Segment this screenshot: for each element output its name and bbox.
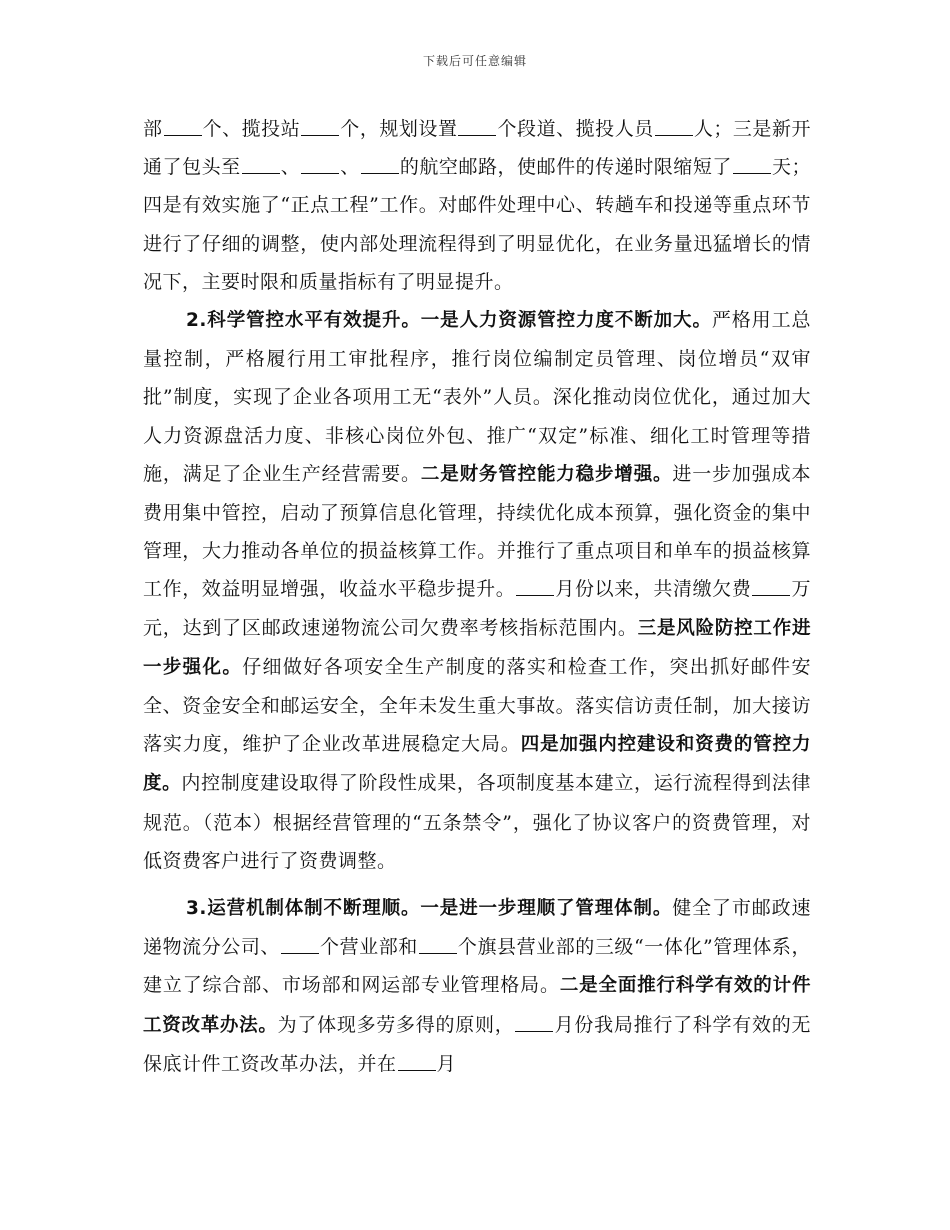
text-run: 个段道、揽投人员 — [497, 118, 654, 140]
text-run: 的航空邮路，使邮件的传递时限缩短了 — [399, 156, 732, 179]
text-run: 严格用工总量控制，严格履行用工审批程序，推行岗位编制定员管理、岗位增员“双审批”制度，实现了企业各项用工无“表外”人员。深化推动岗位优化，通过加大人力资源盘活力度、非核心岗位外包、推广“双定”标准、细化工时管理等措施，满足了企业生产经营需要。 — [143, 309, 811, 485]
text-run: 、 — [340, 156, 360, 179]
blank-underline — [515, 1011, 553, 1032]
page-header: 下载后可任意编辑 — [422, 54, 527, 68]
text-run: 个营业部和 — [319, 936, 418, 959]
blank-underline — [655, 115, 693, 136]
text-run: 月份以来，共清缴欠费 — [555, 578, 752, 601]
blank-underline — [733, 153, 771, 174]
blank-underline — [164, 115, 202, 136]
paragraph-spacer — [143, 880, 811, 889]
text-run: 月份我局推行了科学有效的无保底计件工资改革办法，并在 — [143, 1013, 811, 1075]
document-body — [143, 110, 811, 1083]
text-run: 万元，达到了区邮政速递物流公司欠费率考核指标范围内。 — [143, 578, 811, 639]
section-heading: 2.科学管控水平有效提升。一是人力资源管控力度不断加大。 — [186, 310, 712, 332]
text-run: 、 — [280, 156, 301, 179]
blank-underline — [458, 115, 496, 136]
section-heading: 3.运营机制体制不断理顺。一是进一步理顺了管理体制。 — [186, 898, 673, 920]
blank-underline — [516, 575, 554, 596]
bold-run: 三是风险防控工作进一步强化。 — [143, 617, 811, 678]
blank-underline — [752, 575, 790, 596]
bold-run: 二是全面推行科学有效的计件工资改革办法。 — [143, 975, 811, 1036]
bold-run: 四是加强内控建设和资费的管控力度。 — [143, 734, 811, 795]
text-run: 部 — [143, 118, 163, 140]
text-run: 内控制度建设取得了阶段性成果，各项制度基本建立，运行流程得到法律规范。（范本）根据经营管理的“五条禁令”，强化了协议客户的资费管理，对低资费客户进行了资费调整。 — [143, 772, 811, 872]
text-run: 天；四是有效实施了“正点工程”工作。对邮件处理中心、转趟车和投递等重点环节进行了仔细的调整，使内部处理流程得到了明显优化，在业务量迅猛增长的情况下，主要时限和质量指标有了明显提升。 — [143, 156, 811, 293]
bold-run: 二是财务管控能力稳步增强。 — [420, 463, 673, 485]
text-run: 为了体现多劳多得的原则， — [277, 1013, 515, 1036]
blank-underline — [419, 933, 457, 954]
text-run: 月 — [436, 1052, 457, 1075]
text-run: 个旗县营业部的三级“一体化”管理体系，建立了综合部、市场部和网运部专业管理格局。 — [143, 936, 811, 997]
text-run: 人；三是新开通了包头至 — [143, 118, 811, 179]
blank-underline — [301, 115, 339, 136]
text-run: 个，规划设置 — [340, 118, 458, 140]
paragraph-2 — [143, 301, 811, 880]
blank-underline — [361, 153, 399, 174]
paragraph-1 — [143, 110, 811, 301]
text-run: 进一步加强成本费用集中管控，启动了预算信息化管理，持续优化成本预算，强化资金的集中管理，大力推动各单位的损益核算工作。并推行了重点项目和单车的损益核算工作，效益明显增强，收益水平稳步提升。 — [143, 462, 811, 601]
paragraph-3 — [143, 889, 811, 1083]
blank-underline — [301, 153, 339, 174]
text-run: 仔细做好各项安全生产制度的落实和检查工作，突出抓好邮件安全、资金安全和邮运安全，全年未发生重大事故。落实信访责任制，加大接访落实力度，维护了企业改革进展稳定大局。 — [143, 655, 811, 756]
blank-underline — [281, 933, 319, 954]
blank-underline — [242, 153, 280, 174]
blank-underline — [398, 1050, 436, 1071]
text-run: 健全了市邮政速递物流分公司、 — [143, 897, 811, 959]
text-run: 个、揽投站 — [202, 118, 301, 140]
